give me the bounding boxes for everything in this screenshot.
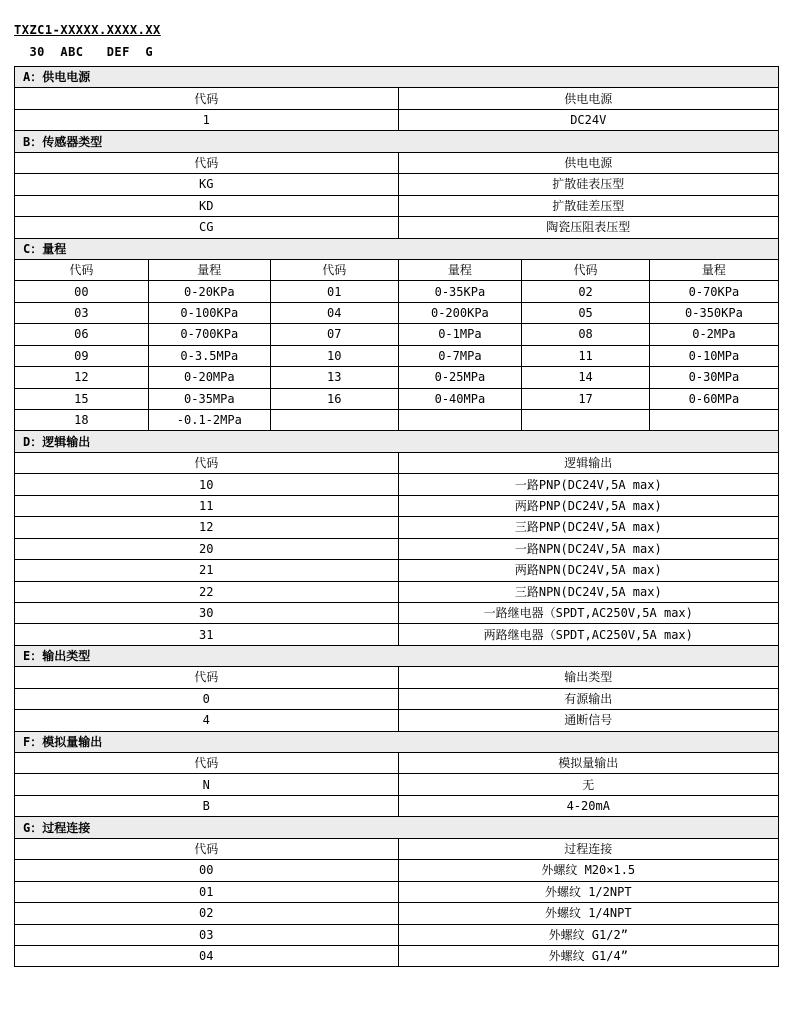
data-cell: 4-20mA (398, 795, 778, 816)
data-cell: KD (15, 195, 399, 216)
data-cell: 1 (15, 109, 399, 130)
table-row (15, 581, 779, 602)
data-cell: 03 (15, 302, 149, 323)
column-header-row (15, 88, 779, 109)
section-table-G (14, 816, 779, 967)
data-cell: N (15, 774, 399, 795)
data-cell: 0-40MPa (398, 388, 522, 409)
table-row (15, 474, 779, 495)
data-cell: 0-7MPa (398, 345, 522, 366)
table-row (15, 945, 779, 966)
table-row (15, 881, 779, 902)
column-header-cell: 量程 (148, 259, 270, 280)
data-cell: 07 (270, 324, 398, 345)
table-row (15, 324, 779, 345)
table-row (15, 195, 779, 216)
data-cell: 0-10MPa (649, 345, 778, 366)
data-cell: 两路继电器（SPDT,AC250V,5A max) (398, 624, 778, 645)
data-cell: 04 (15, 945, 399, 966)
column-header-row (15, 838, 779, 859)
table-row (15, 388, 779, 409)
column-header-cell: 逻辑输出 (398, 452, 778, 473)
column-header-cell: 代码 (270, 259, 398, 280)
section-header-A: A：供电电源 (15, 67, 779, 88)
column-header-cell: 输出类型 (398, 667, 778, 688)
table-row (15, 217, 779, 238)
column-header-row (15, 152, 779, 173)
data-cell: 0-60MPa (649, 388, 778, 409)
data-cell: 0-20KPa (148, 281, 270, 302)
column-header-cell: 代码 (15, 259, 149, 280)
data-cell: 00 (15, 281, 149, 302)
column-header-cell: 代码 (15, 838, 399, 859)
data-cell: -0.1-2MPa (148, 410, 270, 431)
section-table-D (14, 430, 779, 645)
data-cell: DC24V (398, 109, 778, 130)
data-cell (522, 410, 650, 431)
data-cell: 0-25MPa (398, 367, 522, 388)
section-header-F: F：模拟量输出 (15, 731, 779, 752)
data-cell: 通断信号 (398, 710, 778, 731)
data-cell (649, 410, 778, 431)
table-row (15, 495, 779, 516)
data-cell: 一路继电器（SPDT,AC250V,5A max) (398, 602, 778, 623)
table-row (15, 602, 779, 623)
column-header-cell: 代码 (15, 753, 399, 774)
data-cell: KG (15, 174, 399, 195)
table-row (15, 924, 779, 945)
data-cell: 14 (522, 367, 650, 388)
data-cell: 16 (270, 388, 398, 409)
table-row (15, 903, 779, 924)
data-cell: 12 (15, 517, 399, 538)
table-row (15, 774, 779, 795)
data-cell: CG (15, 217, 399, 238)
column-header-cell: 过程连接 (398, 838, 778, 859)
data-cell: 0-30MPa (649, 367, 778, 388)
column-header-cell: 供电电源 (398, 152, 778, 173)
section-header-D: D：逻辑输出 (15, 431, 779, 452)
table-row (15, 410, 779, 431)
data-cell: 12 (15, 367, 149, 388)
table-row (15, 688, 779, 709)
data-cell: 0 (15, 688, 399, 709)
data-cell: 17 (522, 388, 650, 409)
data-cell: 02 (15, 903, 399, 924)
section-table-A (14, 66, 779, 131)
section-table-E (14, 645, 779, 732)
data-cell: 外螺纹 1/2NPT (398, 881, 778, 902)
data-cell: 02 (522, 281, 650, 302)
data-cell: 陶瓷压阻表压型 (398, 217, 778, 238)
table-row (15, 860, 779, 881)
data-cell (398, 410, 522, 431)
code-position-guide: 30 ABC DEF G (14, 45, 154, 59)
section-header-C: C：量程 (15, 238, 779, 259)
section-header-B: B：传感器类型 (15, 131, 779, 152)
column-header-cell: 代码 (15, 88, 399, 109)
data-cell: 扩散硅表压型 (398, 174, 778, 195)
data-cell: 10 (270, 345, 398, 366)
column-header-cell: 模拟量输出 (398, 753, 778, 774)
data-cell: 有源输出 (398, 688, 778, 709)
table-row (15, 302, 779, 323)
data-cell: 两路PNP(DC24V,5A max) (398, 495, 778, 516)
data-cell: 两路NPN(DC24V,5A max) (398, 560, 778, 581)
data-cell: 30 (15, 602, 399, 623)
section-table-C (14, 238, 779, 432)
data-cell: 0-350KPa (649, 302, 778, 323)
data-cell: 0-70KPa (649, 281, 778, 302)
data-cell (270, 410, 398, 431)
data-cell: 31 (15, 624, 399, 645)
data-cell: 三路PNP(DC24V,5A max) (398, 517, 778, 538)
table-row (15, 345, 779, 366)
data-cell: 04 (270, 302, 398, 323)
data-cell: 外螺纹 M20×1.5 (398, 860, 778, 881)
table-row (15, 517, 779, 538)
data-cell: 00 (15, 860, 399, 881)
data-cell: 21 (15, 560, 399, 581)
table-row (15, 624, 779, 645)
column-header-row (15, 259, 779, 280)
model-code-title: TXZC1-XXXXX.XXXX.XX (14, 23, 161, 37)
table-row (15, 367, 779, 388)
data-cell: 10 (15, 474, 399, 495)
section-table-B (14, 130, 779, 238)
column-header-row (15, 753, 779, 774)
data-cell: 外螺纹 G1/4” (398, 945, 778, 966)
column-header-row (15, 667, 779, 688)
data-cell: 08 (522, 324, 650, 345)
data-cell: 01 (270, 281, 398, 302)
data-cell: 外螺纹 1/4NPT (398, 903, 778, 924)
data-cell: B (15, 795, 399, 816)
table-row (15, 174, 779, 195)
data-cell: 06 (15, 324, 149, 345)
data-cell: 05 (522, 302, 650, 323)
data-cell: 20 (15, 538, 399, 559)
column-header-cell: 代码 (15, 667, 399, 688)
column-header-cell: 代码 (522, 259, 650, 280)
data-cell: 0-200KPa (398, 302, 522, 323)
column-header-cell: 量程 (649, 259, 778, 280)
table-row (15, 710, 779, 731)
data-cell: 18 (15, 410, 149, 431)
data-cell: 11 (15, 495, 399, 516)
data-cell: 无 (398, 774, 778, 795)
column-header-cell: 代码 (15, 152, 399, 173)
data-cell: 11 (522, 345, 650, 366)
data-cell: 一路NPN(DC24V,5A max) (398, 538, 778, 559)
section-header-G: G：过程连接 (15, 817, 779, 838)
data-cell: 0-2MPa (649, 324, 778, 345)
data-cell: 4 (15, 710, 399, 731)
column-header-cell: 供电电源 (398, 88, 778, 109)
data-cell: 一路PNP(DC24V,5A max) (398, 474, 778, 495)
data-cell: 三路NPN(DC24V,5A max) (398, 581, 778, 602)
data-cell: 13 (270, 367, 398, 388)
data-cell: 0-20MPa (148, 367, 270, 388)
table-row (15, 795, 779, 816)
column-header-cell: 量程 (398, 259, 522, 280)
data-cell: 22 (15, 581, 399, 602)
table-row (15, 538, 779, 559)
data-cell: 0-100KPa (148, 302, 270, 323)
data-cell: 03 (15, 924, 399, 945)
data-cell: 0-1MPa (398, 324, 522, 345)
data-cell: 0-700KPa (148, 324, 270, 345)
data-cell: 0-35MPa (148, 388, 270, 409)
spec-tables (14, 66, 779, 967)
table-row (15, 560, 779, 581)
data-cell: 0-3.5MPa (148, 345, 270, 366)
table-row (15, 281, 779, 302)
column-header-cell: 代码 (15, 452, 399, 473)
data-cell: 15 (15, 388, 149, 409)
data-cell: 外螺纹 G1/2” (398, 924, 778, 945)
section-table-F (14, 731, 779, 818)
data-cell: 扩散硅差压型 (398, 195, 778, 216)
column-header-row (15, 452, 779, 473)
data-cell: 01 (15, 881, 399, 902)
data-cell: 09 (15, 345, 149, 366)
table-row (15, 109, 779, 130)
data-cell: 0-35KPa (398, 281, 522, 302)
section-header-E: E：输出类型 (15, 645, 779, 666)
